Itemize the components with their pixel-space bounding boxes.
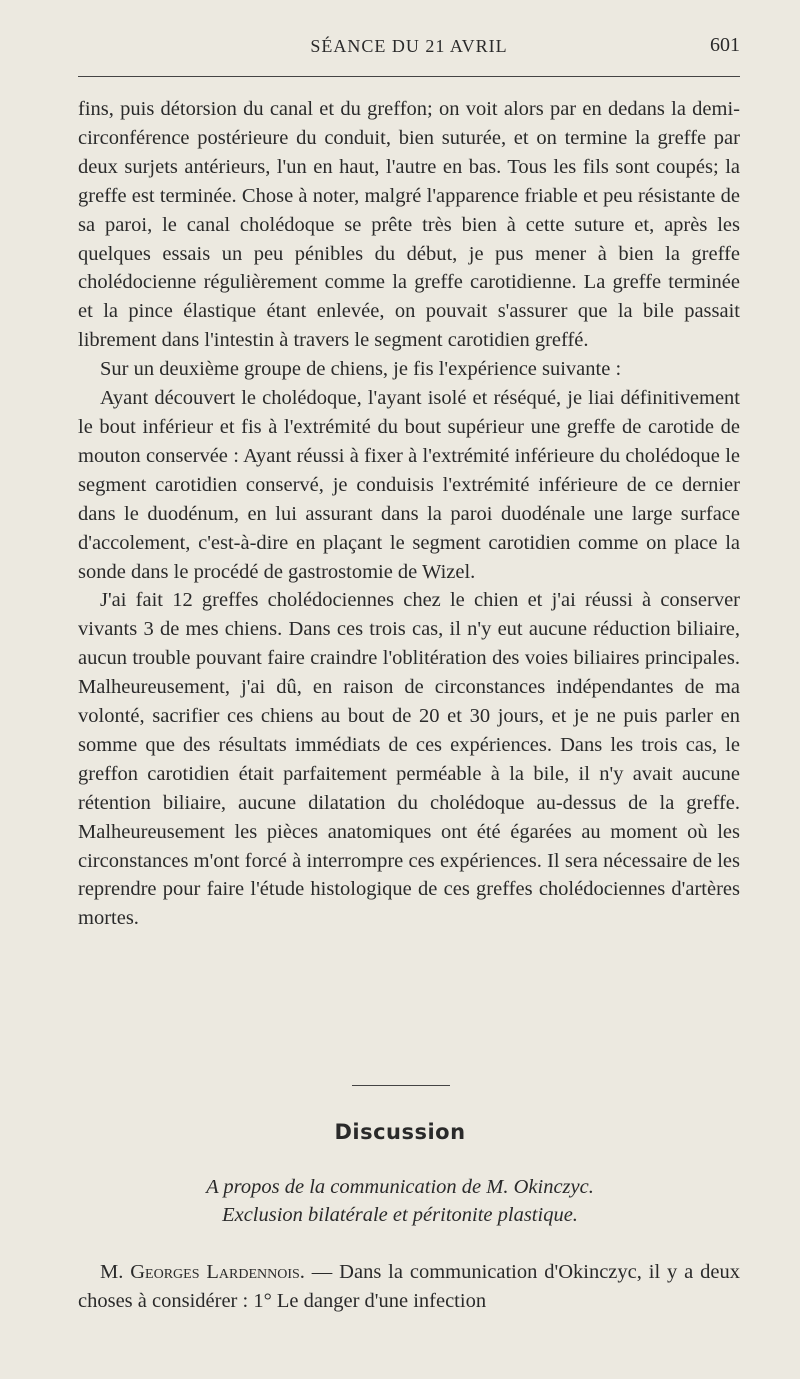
discussion-subtitle-1: A propos de la communication de M. Okinczyc. (206, 1176, 594, 1198)
main-text (78, 95, 740, 933)
discussion-subtitle-2: Exclusion bilatérale et péritonite plastique. (222, 1204, 578, 1226)
paragraph-1: fins, puis détorsion du canal et du greffon; on voit alors par en dedans la demi-circonférence postérieure du conduit, bien suturée, et on termine la greffe par deux surjets antérieurs, l'un en haut, l'autre en bas. Tous les fils sont coupés; la greffe est terminée. Chose à noter, malgré l'apparence friable et peu résistante de sa paroi, le canal cholédoque se prête très bien à cette suture et, après les quelques essais un peu pénibles du début, je pus mener à bien la greffe cholédocienne régulièrement comme la greffe carotidienne. La greffe terminée et la pince élastique étant enlevée, on pouvait s'assurer que la bile passait librement dans l'intestin à travers le segment carotidien greffé. (78, 98, 740, 352)
paragraph-4: J'ai fait 12 greffes cholédociennes chez le chien et j'ai réussi à conserver vivants 3 de mes chiens. Dans ces trois cas, il n'y eut aucune réduction biliaire, aucun trouble pouvant faire craindre l'oblitération des voies biliaires principales. Malheureusement, j'ai dû, en raison de circonstances indépendantes de ma volonté, sacrifier ces chiens au bout de 20 et 30 jours, et je ne puis parler en somme que des résultats immédiats de ces expériences. Dans les trois cas, le greffon carotidien était parfaitement perméable à la bile, il n'y avait aucune rétention biliaire, aucune dilatation du cholédoque au-dessus de la greffe. Malheureusement les pièces anatomiques ont été égarées au moment où les circonstances m'ont forcé à interrompre ces expériences. Il sera nécessaire de les reprendre pour faire l'étude histologique de ces greffes cholédociennes d'artères mortes. (78, 589, 740, 930)
speaker-name: M. Georges Lardennois. (100, 1261, 305, 1283)
page-number: 601 (710, 34, 740, 56)
speech-block (78, 1258, 740, 1316)
paragraph-3: Ayant découvert le cholédoque, l'ayant isolé et réséqué, je liai définitivement le bout inférieur et fis à l'extrémité du bout supérieur une greffe de carotide de mouton conservée : Ayant réussi à fixer à l'extrémité inférieure du cholédoque le segment carotidien conservé, je conduisis l'extrémité inférieure de ce dernier dans le duodénum, en lui assurant dans la paroi duodénale une large surface d'accolement, c'est-à-dire en plaçant le segment carotidien comme on place la sonde dans le procédé de gastrostomie de Wizel. (78, 387, 740, 583)
paragraph-2: Sur un deuxième groupe de chiens, je fis l'expérience suivante : (100, 358, 622, 381)
header-rule (78, 76, 740, 77)
running-head (78, 32, 740, 62)
speech-text: — Dans la communication d'Okinczyc, il y a deux choses à considérer : 1° Le danger d'une infection (78, 1261, 740, 1312)
running-title: SÉANCE DU 21 AVRIL (310, 36, 508, 56)
section-title: Discussion (334, 1120, 466, 1144)
section-divider (352, 1085, 450, 1086)
speech-paragraph (78, 1258, 740, 1316)
